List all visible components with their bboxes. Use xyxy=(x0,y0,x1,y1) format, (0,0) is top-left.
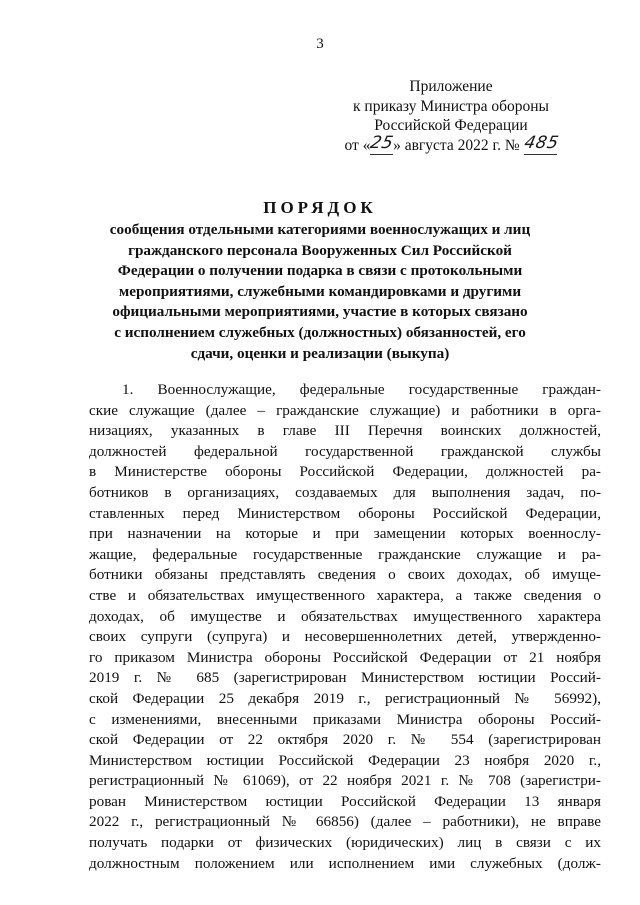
date-day-handwritten: 25 xyxy=(368,132,396,153)
appendix-order-ref: к приказу Министра обороны xyxy=(353,97,549,115)
body-line: получать подарки от физических (юридических) лиц в связи с их xyxy=(89,834,601,852)
body-line: доходах, об имуществе и обязательствах имущественного характера xyxy=(89,607,601,625)
appendix-date-line xyxy=(300,132,602,156)
date-middle: » августа 2022 г. № xyxy=(393,136,520,154)
body-line: ставленных перед Министерством обороны Российской Федерации, xyxy=(89,504,601,522)
page-number: 3 xyxy=(316,36,324,52)
appendix-label: Приложение xyxy=(409,78,493,95)
body-line: го приказом Министра обороны Российской Федерации от 21 ноября xyxy=(89,648,601,666)
body-line: должностей федеральной государственной гражданской службы xyxy=(89,442,601,460)
subtitle-line: мероприятиями, служебными командировками и другими xyxy=(118,282,522,300)
body-line: с изменениями, внесенными приказами Министра обороны Россий- xyxy=(89,710,601,728)
body-line: жащие, федеральные государственные гражданские служащие и ра- xyxy=(89,545,601,563)
subtitle-line: с исполнением служебных (должностных) обязанностей, его xyxy=(114,323,526,341)
body-line: 2019 г. № 685 (зарегистрирован Министерством юстиции Россий- xyxy=(89,669,601,687)
order-number-underline xyxy=(521,132,561,155)
body-line: своих супруги (супруга) и несовершеннолетних детей, утвержденно- xyxy=(89,628,601,646)
body-line: стве и обязательствах имущественного характера, а также сведения о xyxy=(89,586,601,604)
subtitle-line: сообщения отдельными категориями военнослужащих и лиц xyxy=(109,221,531,238)
body-line: должностным положением или исполнением ими служебных (долж- xyxy=(89,854,601,872)
body-line: при назначении на которые и при замещении которых военнослу- xyxy=(89,525,601,543)
document-subtitle xyxy=(80,220,560,364)
date-prefix: от « xyxy=(344,136,371,154)
document-title: ПОРЯДОК xyxy=(263,198,377,217)
subtitle-line: сдачи, оценки и реализации (выкупа) xyxy=(190,344,450,362)
date-day-underline xyxy=(368,132,396,155)
body-line: ской Федерации от 22 октября 2020 г. № 554 (зарегистрирован xyxy=(89,731,601,749)
appendix-country: Российской Федерации xyxy=(374,117,528,134)
appendix-block xyxy=(300,77,602,155)
body-line: ские служащие (далее – гражданские служащие) и работники в орга- xyxy=(89,401,601,419)
body-line: Министерством юстиции Российской Федерации 23 ноября 2020 г., xyxy=(89,751,601,769)
body-line: 1. Военнослужащие, федеральные государственные граждан- xyxy=(122,381,601,398)
body-line: низациях, указанных в главе III Перечня воинских должностей, xyxy=(89,422,601,440)
subtitle-line: официальными мероприятиями, участие в которых связано xyxy=(112,303,528,321)
order-number-handwritten: 485 xyxy=(521,132,561,153)
subtitle-line: гражданского персонала Вооруженных Сил Российской xyxy=(128,241,512,259)
body-line: в Министерстве обороны Российской Федерации, должностей ра- xyxy=(89,463,601,481)
body-line: ботники обязаны представлять сведения о своих доходах, об имуще- xyxy=(89,566,601,584)
subtitle-line: Федерации о получении подарка в связи с протокольными xyxy=(117,262,523,280)
body-paragraph xyxy=(89,380,601,874)
body-line: ботников в организациях, создаваемых для выполнения задач, по- xyxy=(89,483,601,501)
body-line: ской Федерации 25 декабря 2019 г., регистрационный № 56992), xyxy=(89,689,601,707)
body-line: регистрационный № 61069), от 22 ноября 2021 г. № 708 (зарегистри- xyxy=(89,772,601,790)
body-line: рован Министерством юстиции Российской Федерации 13 января xyxy=(89,792,601,810)
body-line: 2022 г., регистрационный № 66856) (далее – работники), не вправе xyxy=(89,813,601,831)
